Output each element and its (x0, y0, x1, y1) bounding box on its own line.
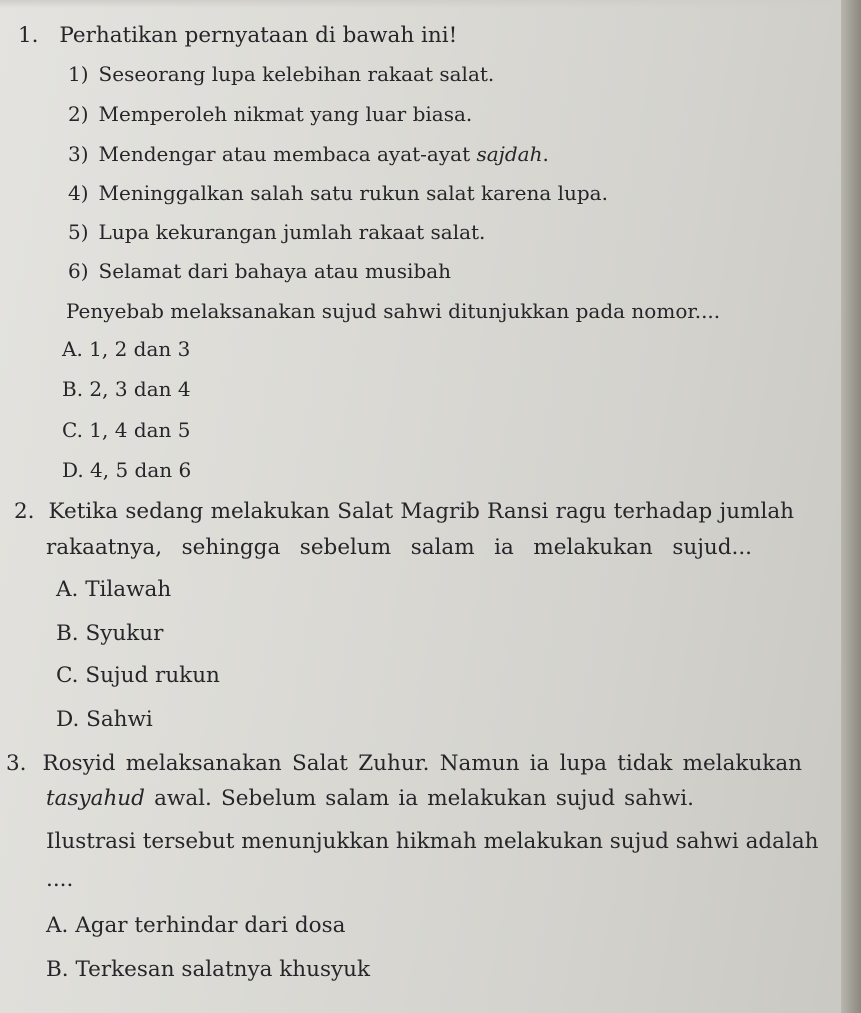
q1-statement-4 (68, 181, 608, 205)
q3-stem-line-1: Rosyid melaksanakan Salat Zuhur. Namun ia lupa tidak melakukan (42, 751, 802, 776)
q3-number: 3. (6, 751, 27, 776)
statement-number: 2) (68, 102, 89, 126)
q3-italic-term: tasyahud (46, 786, 145, 811)
q2-stem-line-1: Ketika sedang melakukan Salat Magrib Ransi ragu terhadap jumlah (48, 499, 794, 524)
q3-stem-line-2-rest: awal. Sebelum salam ia melakukan sujud sahwi. (144, 786, 694, 811)
q3-option-b: B. Terkesan salatnya khusyuk (46, 957, 371, 982)
q1-option-a: A. 1, 2 dan 3 (62, 337, 191, 361)
statement-text: Seseorang lupa kelebihan rakaat salat. (98, 62, 495, 86)
statement-text: Lupa kekurangan jumlah rakaat salat. (98, 220, 486, 244)
q2-option-c: C. Sujud rukun (56, 663, 220, 688)
q1-option-d: D. 4, 5 dan 6 (62, 458, 192, 482)
paper-top-shadow (0, 0, 861, 8)
q3-option-a: A. Agar terhindar dari dosa (46, 913, 346, 938)
statement-number: 3) (68, 142, 89, 166)
q1-stem-text: Perhatikan pernyataan di bawah ini! (59, 23, 458, 48)
q3-stem-line-3: Ilustrasi tersebut menunjukkan hikmah melakukan sujud sahwi adalah (46, 829, 819, 854)
statement-number: 1) (68, 62, 89, 86)
statement-text: Mendengar atau membaca ayat-ayat (98, 142, 477, 166)
page-edge (841, 0, 861, 1013)
statement-text: Selamat dari bahaya atau musibah (98, 259, 452, 283)
q2-option-a: A. Tilawah (56, 577, 172, 602)
q1-statement-5 (68, 220, 485, 244)
q2-option-b: B. Syukur (56, 621, 164, 646)
q1-statement-3 (68, 142, 549, 166)
q1-stem (18, 24, 457, 48)
q1-question: Penyebab melaksanakan sujud sahwi ditunjukkan pada nomor.... (66, 299, 721, 323)
q1-option-c: C. 1, 4 dan 5 (62, 418, 191, 442)
q1-statement-1 (68, 62, 494, 86)
statement-text: Meninggalkan salah satu rukun salat karena lupa. (98, 181, 608, 205)
q2-number: 2. (14, 499, 35, 524)
q3-stem-line-2 (46, 787, 694, 811)
q1-statement-2 (68, 102, 472, 126)
statement-tail: . (542, 142, 549, 166)
q2-stem-line-2: rakaatnya, sehingga sebelum salam ia melakukan sujud... (46, 535, 752, 560)
q2-line-1 (14, 500, 794, 524)
q3-stem-line-4: .... (46, 867, 74, 892)
statement-text: Memperoleh nikmat yang luar biasa. (98, 102, 473, 126)
q1-number: 1. (18, 23, 39, 48)
q1-statement-6 (68, 259, 451, 283)
statement-number: 6) (68, 259, 89, 283)
q1-option-b: B. 2, 3 dan 4 (62, 377, 191, 401)
q2-option-d: D. Sahwi (56, 707, 153, 732)
statement-number: 5) (68, 220, 89, 244)
statement-italic-term: sajdah (476, 142, 543, 166)
q3-line-1 (6, 752, 802, 776)
statement-number: 4) (68, 181, 89, 205)
